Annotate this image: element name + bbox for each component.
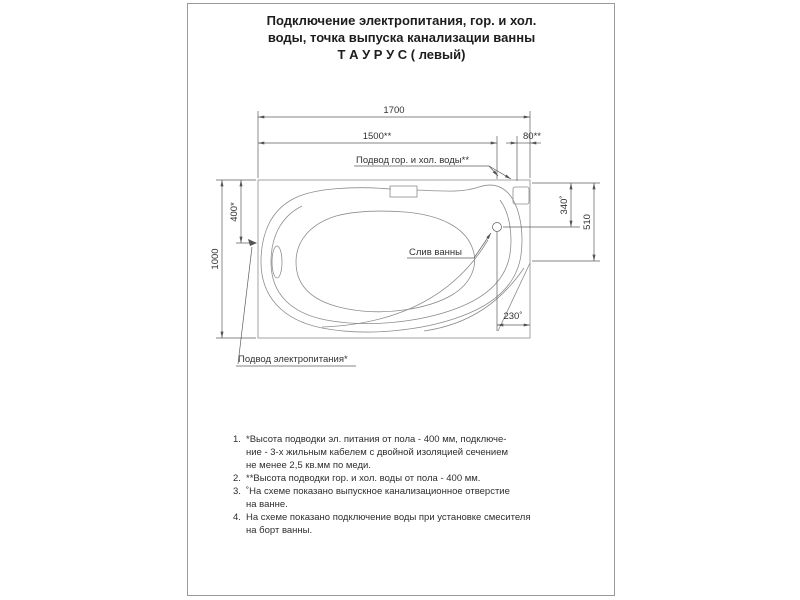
dimension-total-width	[258, 105, 530, 178]
drain-label: Слив ванны	[409, 247, 462, 258]
dim-text-80: 80**	[523, 131, 541, 142]
dimension-power-height	[229, 180, 256, 243]
title-line-2: воды, точка выпуска канализации ванны	[267, 30, 536, 45]
dim-text-230: 230˚	[503, 311, 523, 322]
note-text: на ванне.	[246, 499, 288, 510]
note-text: ˚На схеме показано выпускное канализационное отверстие	[246, 486, 510, 497]
tub-bowl	[296, 211, 475, 312]
note-row	[233, 511, 569, 524]
power-supply-label: Подвод электропитания*	[238, 354, 348, 365]
note-number: 3.	[233, 486, 241, 497]
note-row	[233, 459, 569, 472]
dim-text-340: 340˚	[559, 195, 570, 215]
note-text: **Высота подводки гор. и хол. воды от пола - 400 мм.	[246, 473, 481, 484]
tub-bounding-rect	[258, 180, 530, 338]
faucet-deck-tab	[390, 186, 417, 197]
power-point-marker	[248, 239, 257, 246]
dimension-corner-offset-top	[532, 183, 600, 261]
corner-fitting-box	[513, 187, 529, 204]
note-text: на борт ванны.	[246, 525, 313, 536]
dim-text-1500: 1500**	[362, 131, 392, 142]
note-row	[233, 485, 569, 498]
dim-text-1000: 1000	[210, 248, 221, 270]
note-number: 2.	[233, 473, 241, 484]
title-line-1: Подключение электропитания, гор. и хол.	[266, 13, 537, 28]
note-row	[233, 472, 569, 485]
rim-grip	[272, 246, 282, 278]
dim-text-510: 510	[582, 214, 593, 230]
note-number: 1.	[233, 434, 241, 445]
dim-text-400: 400*	[229, 202, 240, 222]
note-row	[233, 498, 569, 511]
note-row	[233, 433, 569, 446]
note-text: *Высота подводки эл. питания от пола - 400 мм, подключе-	[246, 434, 507, 445]
drain-hole	[493, 223, 502, 232]
dim-text-1700: 1700	[383, 105, 405, 116]
note-text: не менее 2,5 кв.мм по меди.	[246, 460, 371, 471]
note-row	[233, 446, 569, 459]
bathtub-outline	[258, 180, 530, 338]
note-number: 4.	[233, 512, 241, 523]
water-supply-callout	[354, 155, 511, 179]
water-supply-label: Подвод гор. и хол. воды**	[356, 155, 470, 166]
dimension-water-offset	[506, 131, 541, 181]
note-text: ние - 3-х жильным кабелем с двойной изоляцией сечением	[246, 447, 509, 458]
note-row	[233, 524, 569, 537]
notes-block	[233, 433, 569, 537]
note-text: На схеме показано подключение воды при установке смесителя	[246, 512, 531, 523]
title-line-3: Т А У Р У С ( левый)	[337, 47, 466, 62]
deck-curve-to-drain	[322, 240, 488, 327]
